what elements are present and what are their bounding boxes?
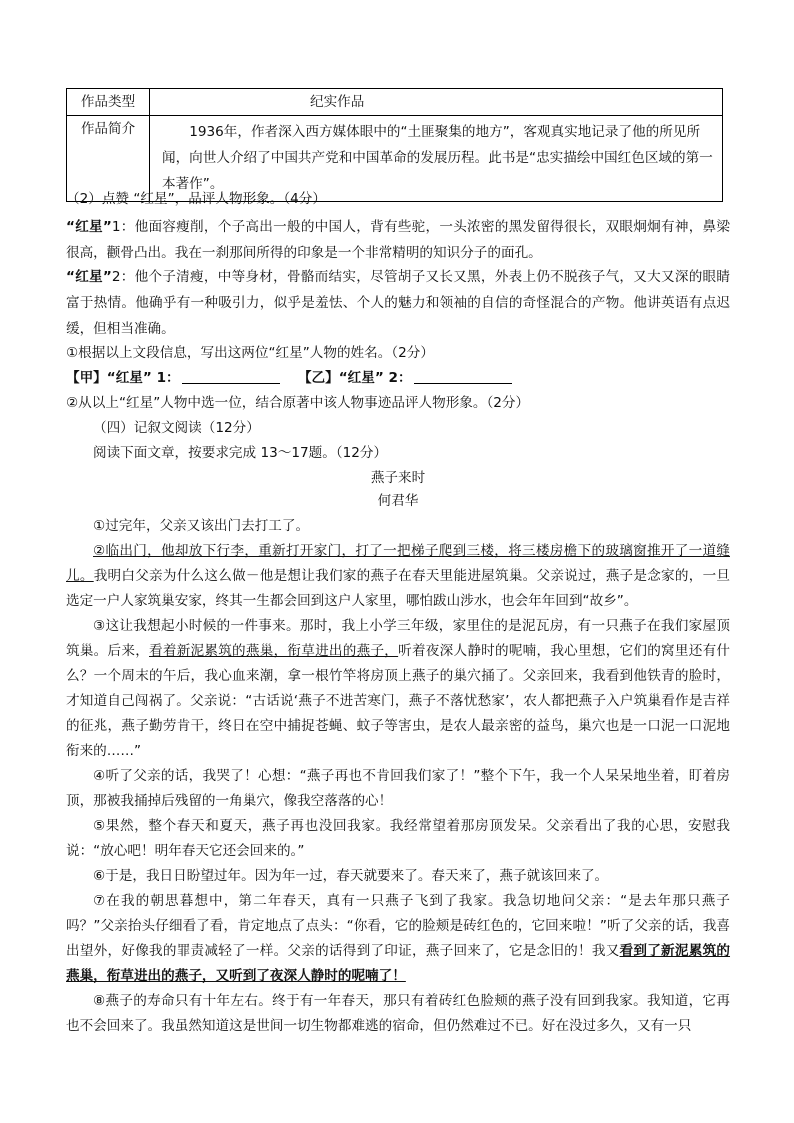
article-p2 bbox=[66, 539, 730, 614]
article-p1: ①过完年，父亲又该出门去打工了。 bbox=[93, 518, 310, 534]
table-label-intro: 作品简介 bbox=[67, 116, 150, 202]
article-p7-underlined: 看到了新泥累筑的燕巢，衔草进出的燕子，又听到了夜深人静时的呢喃了！ bbox=[66, 943, 731, 984]
article-p7 bbox=[66, 889, 730, 989]
table-row bbox=[67, 89, 723, 116]
blank-b[interactable] bbox=[414, 369, 512, 384]
star2-text: 2：他个子清瘦，中等身材，骨骼而结实，尽管胡子又长又黑，外表上仍不脱孩子气，又大又深的眼睛富于热情。他确乎有一种吸引力，似乎是羞怯、个人的魅力和领袖的自信的奇怪混合的产物。他讲英语有点迟缓，但相当准确。 bbox=[66, 269, 730, 337]
blank-a-label: 【甲】“红星” 1： bbox=[66, 370, 180, 386]
article-p5: ⑤果然，整个春天和夏天，燕子再也没回我家。我经常望着那房顶发呆。父亲看出了我的心思，安慰我说：“放心吧！明年春天它还会回来的。” bbox=[66, 818, 730, 859]
star1-paragraph bbox=[66, 214, 730, 266]
article-p2-rest: 我明白父亲为什么这么做－他是想让我们家的燕子在春天里能进屋筑巢。父亲说过，燕子是念家的，一旦选定一户人家筑巢安家，终其一生都会回到这户人家里，哪怕跋山涉水，也会年年回到“故乡”。 bbox=[66, 568, 731, 609]
article-p7-a: ⑦在我的朝思暮想中，第二年春天，真有一只燕子飞到了我家。我急切地问父亲：“是去年那只燕子吗？”父亲抬头仔细看了看，肯定地点了点头：“你看，它的脸颊是砖红色的，它回来啦！”听了父亲的话，我喜出望外，好像我的罪责减轻了一样。父亲的话得到了印证，燕子回来了，它是念旧的！我又 bbox=[66, 893, 730, 959]
article-p6: ⑥于是，我日日盼望过年。因为年一过，春天就要来了。春天来了，燕子就该回来了。 bbox=[93, 868, 609, 884]
table-label-type: 作品类型 bbox=[67, 89, 150, 116]
article-p3-underlined: 看着新泥累筑的燕巢，衔草进出的燕子， bbox=[149, 643, 399, 659]
article-title: 燕子来时 bbox=[370, 470, 426, 486]
article-p3-a: ③这让我想起小时候的一件事来。那时，我上小学三年级，家里住的是泥瓦房，有一只燕子在我们家屋顶筑巢。后来， bbox=[66, 618, 730, 659]
article-p4: ④听了父亲的话，我哭了！心想：“燕子再也不肯回我们家了！”整个下午，我一个人呆呆地坐着，盯着房顶，那被我捅掉后残留的一角巢穴，像我空落落的心！ bbox=[66, 768, 730, 809]
table-value-intro: 1936年，作者深入西方媒体眼中的“土匪聚集的地方”，客观真实地记录了他的所见所闻，向世人介绍了中国共产党和中国革命的发展历程。此书是“忠实描绘中国红色区域的第一本著作”。 bbox=[150, 116, 723, 202]
article-p8: ⑧燕子的寿命只有十年左右。终于有一年春天，那只有着砖红色脸颊的燕子没有回到我家。我知道，它再也不会回来了。我虽然知道这是世间一切生物都难逃的宿命，但仍然难过不已。好在没过多久，又有一只 bbox=[66, 993, 730, 1034]
article-author: 何君华 bbox=[377, 493, 419, 509]
article-p3 bbox=[66, 614, 730, 764]
star2-label: “红星” bbox=[66, 269, 112, 285]
answer-blanks bbox=[66, 367, 730, 389]
table-value-type: 纪实作品 bbox=[150, 89, 723, 116]
q2-sub1: ①根据以上文段信息，写出这两位“红星”人物的姓名。（2分） bbox=[66, 345, 434, 361]
blank-b-label: 【乙】“红星” 2： bbox=[297, 370, 412, 386]
section4-heading: （四）记叙文阅读（12分） bbox=[93, 420, 260, 436]
star1-text: 1：他面容瘦削，个子高出一般的中国人，背有些驼，一头浓密的黑发留得很长，双眼炯炯有神，鼻梁很高，颧骨凸出。我在一刹那间所得的印象是一个非常精明的知识分子的面孔。 bbox=[66, 219, 730, 261]
star2-paragraph bbox=[66, 264, 730, 342]
q2-title: （2）点赞 “红星”，品评人物形象。（4分） bbox=[66, 191, 326, 207]
blank-a[interactable] bbox=[182, 369, 280, 384]
star1-label: “红星” bbox=[66, 219, 112, 235]
article-p3-b: 听着夜深人静时的呢喃，我心里想，它们的窝里还有什么？一个周末的午后，我心血来潮，拿一根竹竿将房顶上燕子的巢穴捅了。父亲回来，我看到他铁青的脸时，才知道自己闯祸了。父亲说：“古话说‘燕子不进苦寒门，燕子不落忧愁家’，农人都把燕子入户筑巢看作是吉祥的征兆，燕子勤劳肯干，终日在空中捕捉苍蝇、蚊子等害虫，是农人最亲密的益鸟，巢穴也是一口泥一口泥地衔来的……” bbox=[66, 643, 731, 759]
section4-instruction: 阅读下面文章，按要求完成 13～17题。（12分） bbox=[93, 445, 388, 461]
article-p2-underlined: ②临出门，他却放下行李，重新打开家门，打了一把梯子爬到三楼，将三楼房檐下的玻璃窗推开了一道缝儿。 bbox=[66, 543, 730, 584]
q2-sub2: ②从以上“红星”人物中选一位，结合原著中该人物事迹品评人物形象。（2分） bbox=[66, 395, 530, 411]
info-table bbox=[66, 88, 723, 202]
